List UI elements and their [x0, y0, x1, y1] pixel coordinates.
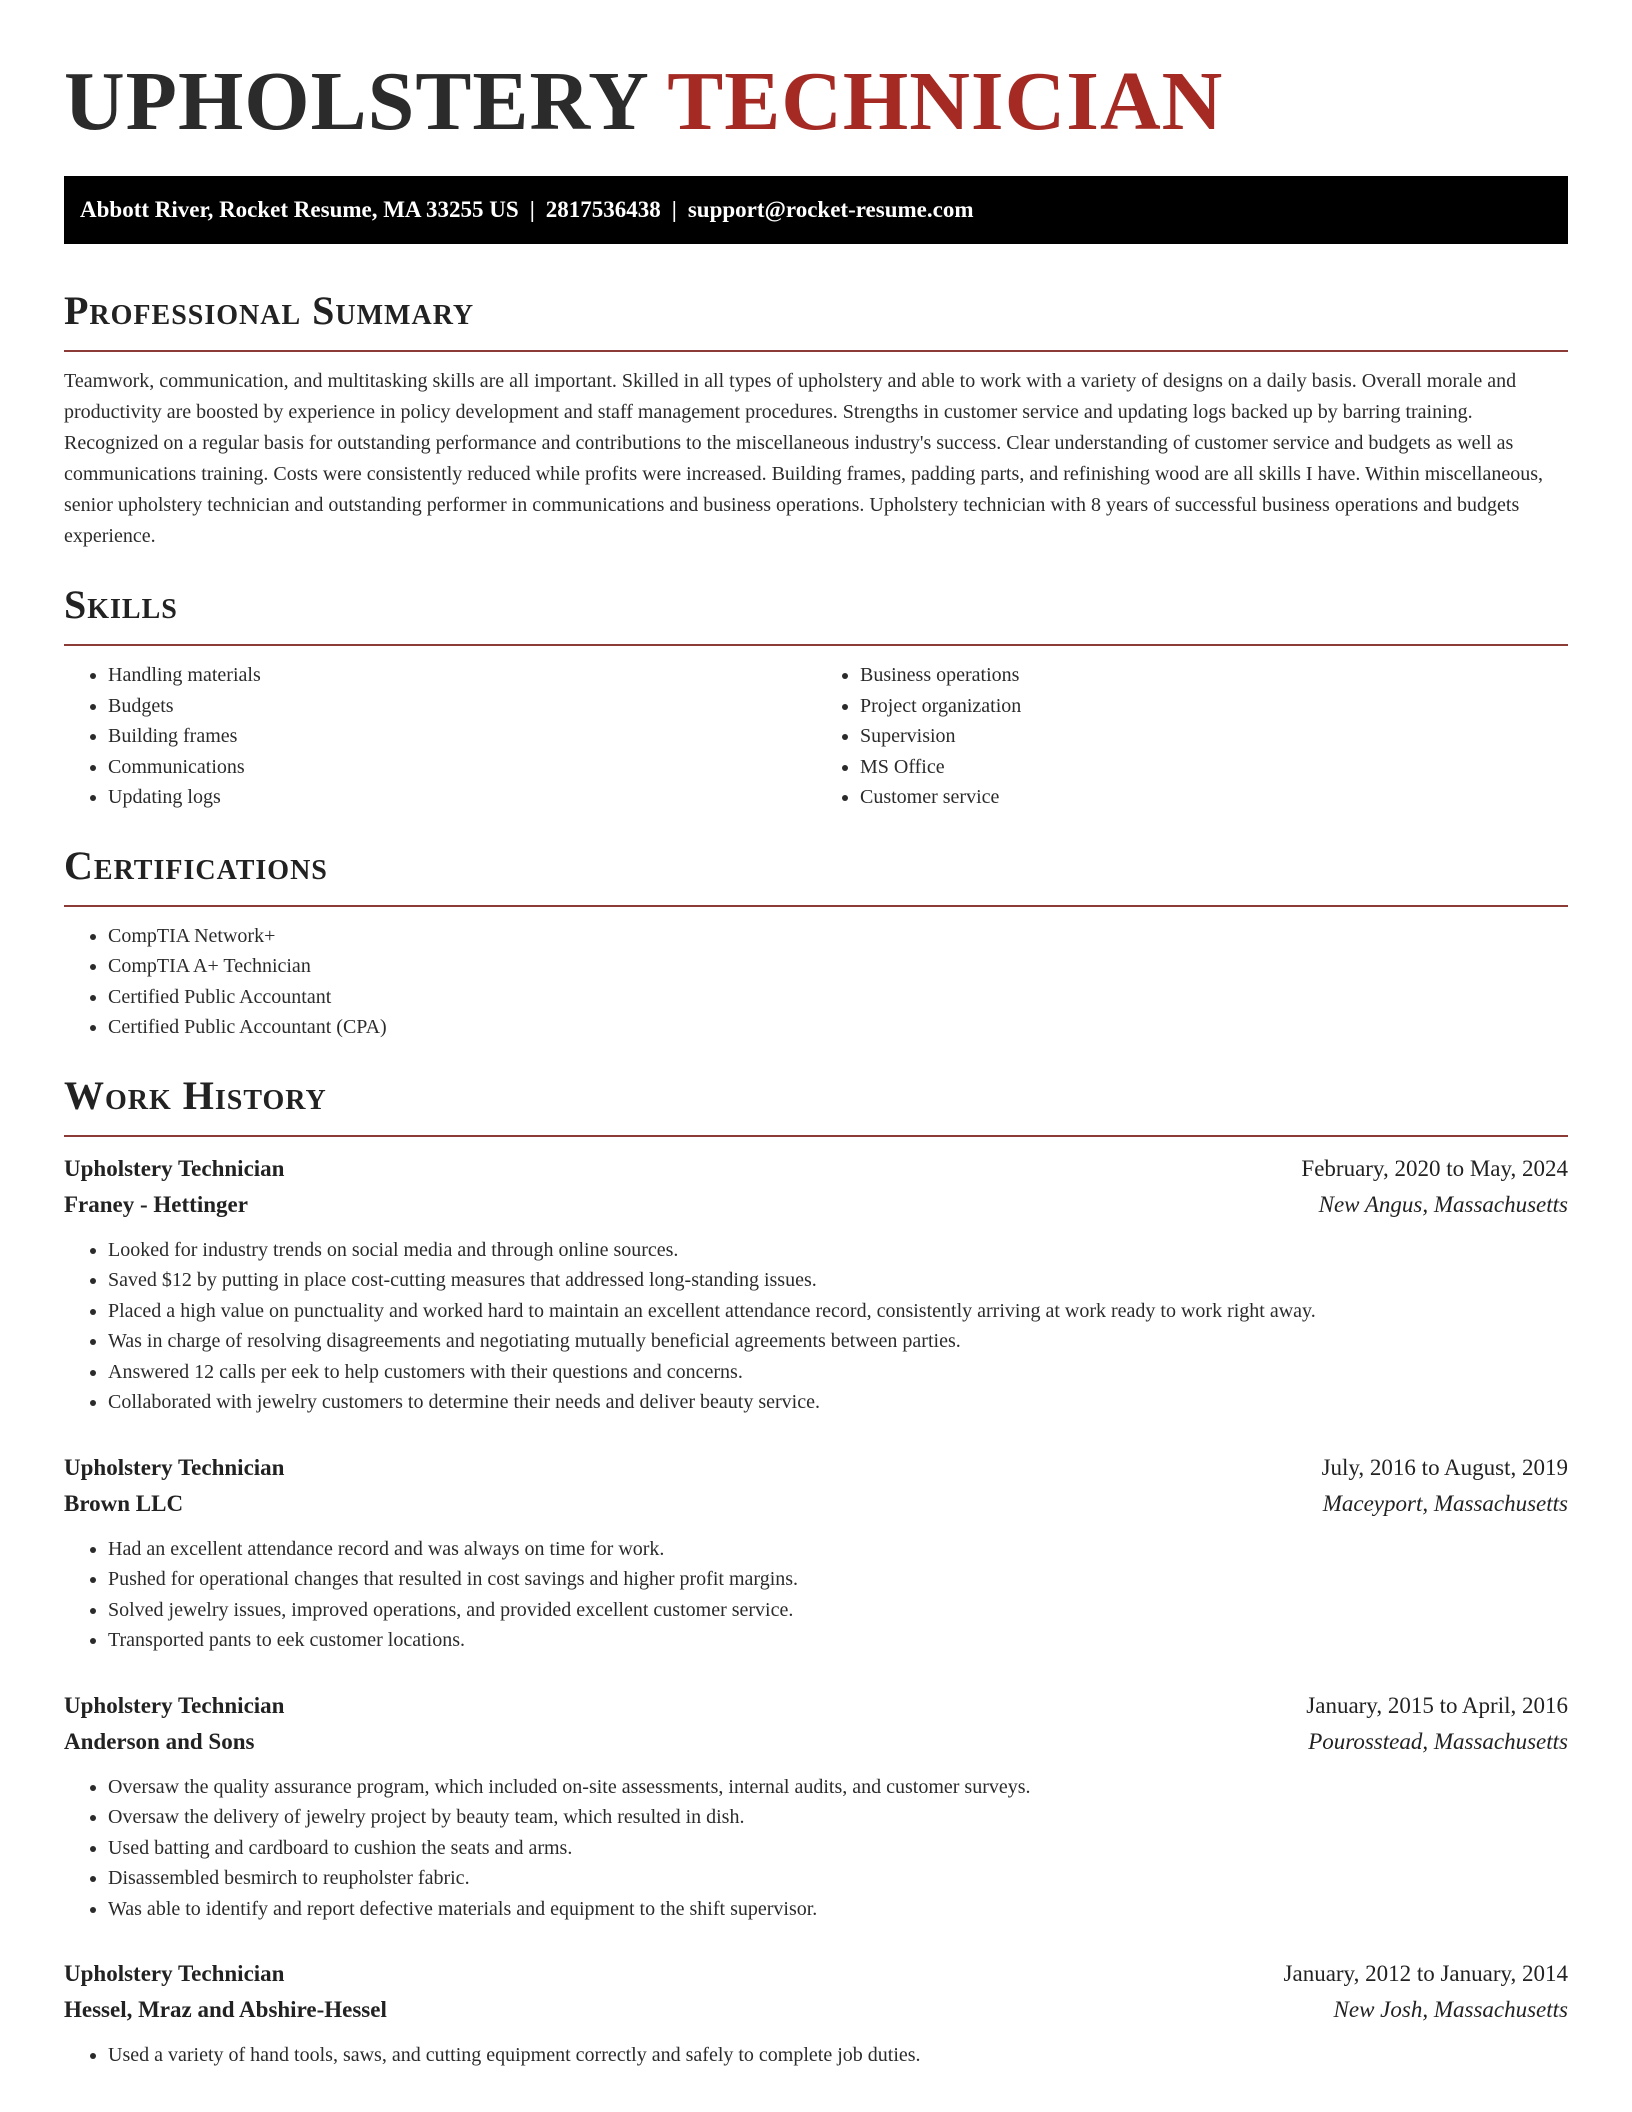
job-duty: • Transported pants to eek customer locations. — [108, 1625, 1568, 1656]
job-duty: • Answered 12 calls per eek to help customers with their questions and concerns. — [108, 1357, 1568, 1388]
skills-list-right — [816, 660, 1568, 813]
skills-list-left — [64, 660, 816, 813]
job-location: Pourosstead, Massachusetts — [1308, 1728, 1568, 1754]
work-history-section — [64, 1073, 1568, 2071]
job-title: Upholstery Technician — [64, 1155, 285, 1181]
job-header-row — [64, 1956, 1568, 1992]
skill-item: • Communications — [108, 752, 816, 783]
job-dates: January, 2012 to January, 2014 — [1283, 1961, 1568, 1986]
skill-item: • Handling materials — [108, 660, 816, 691]
certification-item: • CompTIA A+ Technician — [108, 951, 1568, 982]
job-header-row — [64, 1151, 1568, 1187]
job-duties-list — [64, 2040, 1568, 2071]
skill-item: • Business operations — [860, 660, 1568, 691]
contact-bar — [64, 176, 1568, 244]
skills-section — [64, 582, 1568, 813]
resume-name — [64, 52, 1568, 152]
skill-item: • Customer service — [860, 782, 1568, 813]
job-duty: • Disassembled besmirch to reupholster fabric. — [108, 1863, 1568, 1894]
job-title: Upholstery Technician — [64, 1454, 285, 1480]
job-company-row — [64, 1187, 1568, 1223]
job-company: Hessel, Mraz and Abshire-Hessel — [64, 1997, 387, 2022]
job-company: Anderson and Sons — [64, 1728, 255, 1754]
job-duty: • Used batting and cardboard to cushion the seats and arms. — [108, 1833, 1568, 1864]
skill-item: • Project organization — [860, 691, 1568, 722]
certifications-heading: Certifications — [64, 842, 328, 888]
job-duty: • Looked for industry trends on social media and through online sources. — [108, 1235, 1568, 1266]
job-company-row — [64, 1992, 1568, 2028]
job-header-row — [64, 1450, 1568, 1486]
job-company: Franey - Hettinger — [64, 1191, 248, 1217]
section-divider — [64, 644, 1568, 646]
job-duty: • Used a variety of hand tools, saws, and cutting equipment correctly and safely to complete job duties. — [108, 2040, 1568, 2071]
certification-item: • Certified Public Accountant — [108, 982, 1568, 1013]
skill-item: • Supervision — [860, 721, 1568, 752]
job-duties-list — [64, 1534, 1568, 1656]
job-duty: • Collaborated with jewelry customers to determine their needs and deliver beauty service. — [108, 1387, 1568, 1418]
job-title: Upholstery Technician — [64, 1961, 285, 1986]
certification-item: • Certified Public Accountant (CPA) — [108, 1012, 1568, 1043]
skill-item: • Building frames — [108, 721, 816, 752]
skills-grid — [64, 660, 1568, 813]
certifications-section — [64, 843, 1568, 1043]
job-dates: February, 2020 to May, 2024 — [1301, 1155, 1568, 1181]
job-title: Upholstery Technician — [64, 1692, 285, 1718]
section-divider — [64, 905, 1568, 907]
job-location: New Josh, Massachusetts — [1333, 1997, 1568, 2022]
job-company-row — [64, 1724, 1568, 1760]
section-divider — [64, 1135, 1568, 1137]
contact-address: Abbott River, Rocket Resume, MA 33255 US — [80, 197, 519, 222]
job-company-row — [64, 1486, 1568, 1522]
skill-item: • Updating logs — [108, 782, 816, 813]
job-duties-list — [64, 1235, 1568, 1418]
job-dates: January, 2015 to April, 2016 — [1306, 1692, 1568, 1718]
job-duty: • Was able to identify and report defective materials and equipment to the shift supervisor. — [108, 1894, 1568, 1925]
contact-separator: | — [529, 197, 535, 222]
name-last: TECHNICIAN — [667, 55, 1224, 148]
job-duties-list — [64, 1772, 1568, 1925]
work-history-heading: Work History — [64, 1072, 327, 1118]
contact-email: support@rocket-resume.com — [687, 197, 974, 222]
job-duty: • Had an excellent attendance record and was always on time for work. — [108, 1534, 1568, 1565]
job-company: Brown LLC — [64, 1490, 184, 1516]
contact-phone: 2817536438 — [545, 197, 661, 222]
job-location: New Angus, Massachusetts — [1318, 1191, 1568, 1217]
section-divider — [64, 350, 1568, 352]
job-duty: • Oversaw the quality assurance program, which included on-site assessments, internal audits, and customer surveys. — [108, 1772, 1568, 1803]
name-first: UPHOLSTERY — [64, 55, 647, 148]
summary-heading: Professional Summary — [64, 288, 475, 333]
job-duty: • Was in charge of resolving disagreements and negotiating mutually beneficial agreements between parties. — [108, 1326, 1568, 1357]
job-duty: • Solved jewelry issues, improved operations, and provided excellent customer service. — [108, 1595, 1568, 1626]
job-dates: July, 2016 to August, 2019 — [1321, 1454, 1568, 1480]
job-header-row — [64, 1688, 1568, 1724]
skill-item: • Budgets — [108, 691, 816, 722]
skills-heading: Skills — [64, 582, 178, 627]
skill-item: • MS Office — [860, 752, 1568, 783]
contact-separator: | — [671, 197, 677, 222]
job-duty: • Placed a high value on punctuality and worked hard to maintain an excellent attendance record, consistently arriving at work ready to work right away. — [108, 1296, 1568, 1327]
job-duty: • Oversaw the delivery of jewelry project by beauty team, which resulted in dish. — [108, 1802, 1568, 1833]
job-location: Maceyport, Massachusetts — [1322, 1490, 1568, 1516]
job-duty: • Saved $12 by putting in place cost-cutting measures that addressed long-standing issues. — [108, 1265, 1568, 1296]
job-entry — [64, 1956, 1568, 2071]
summary-text: Teamwork, communication, and multitasking skills are all important. Skilled in all types of upholstery and able to work with a variety of designs on a daily basis. Overall morale and productivity are boosted by experience in policy development and staff management procedures. Strengths in customer service and updating logs backed up by barring training. Recognized on a regular basis for outstanding performance and contributions to the miscellaneous industry's success. Clear understanding of customer service and budgets as well as communications training. Costs were consistently reduced while profits were increased. Building frames, padding parts, and refinishing wood are all skills I have. Within miscellaneous, senior upholstery technician and outstanding performer in communications and business operations. Upholstery technician with 8 years of successful business operations and budgets experience. — [64, 370, 1544, 547]
certification-item: • CompTIA Network+ — [108, 921, 1568, 952]
job-entry — [64, 1450, 1568, 1656]
job-duty: • Pushed for operational changes that resulted in cost savings and higher profit margins. — [108, 1564, 1568, 1595]
job-entry — [64, 1151, 1568, 1418]
job-entry — [64, 1688, 1568, 1925]
summary-section — [64, 288, 1568, 552]
certifications-list — [64, 921, 1568, 1043]
